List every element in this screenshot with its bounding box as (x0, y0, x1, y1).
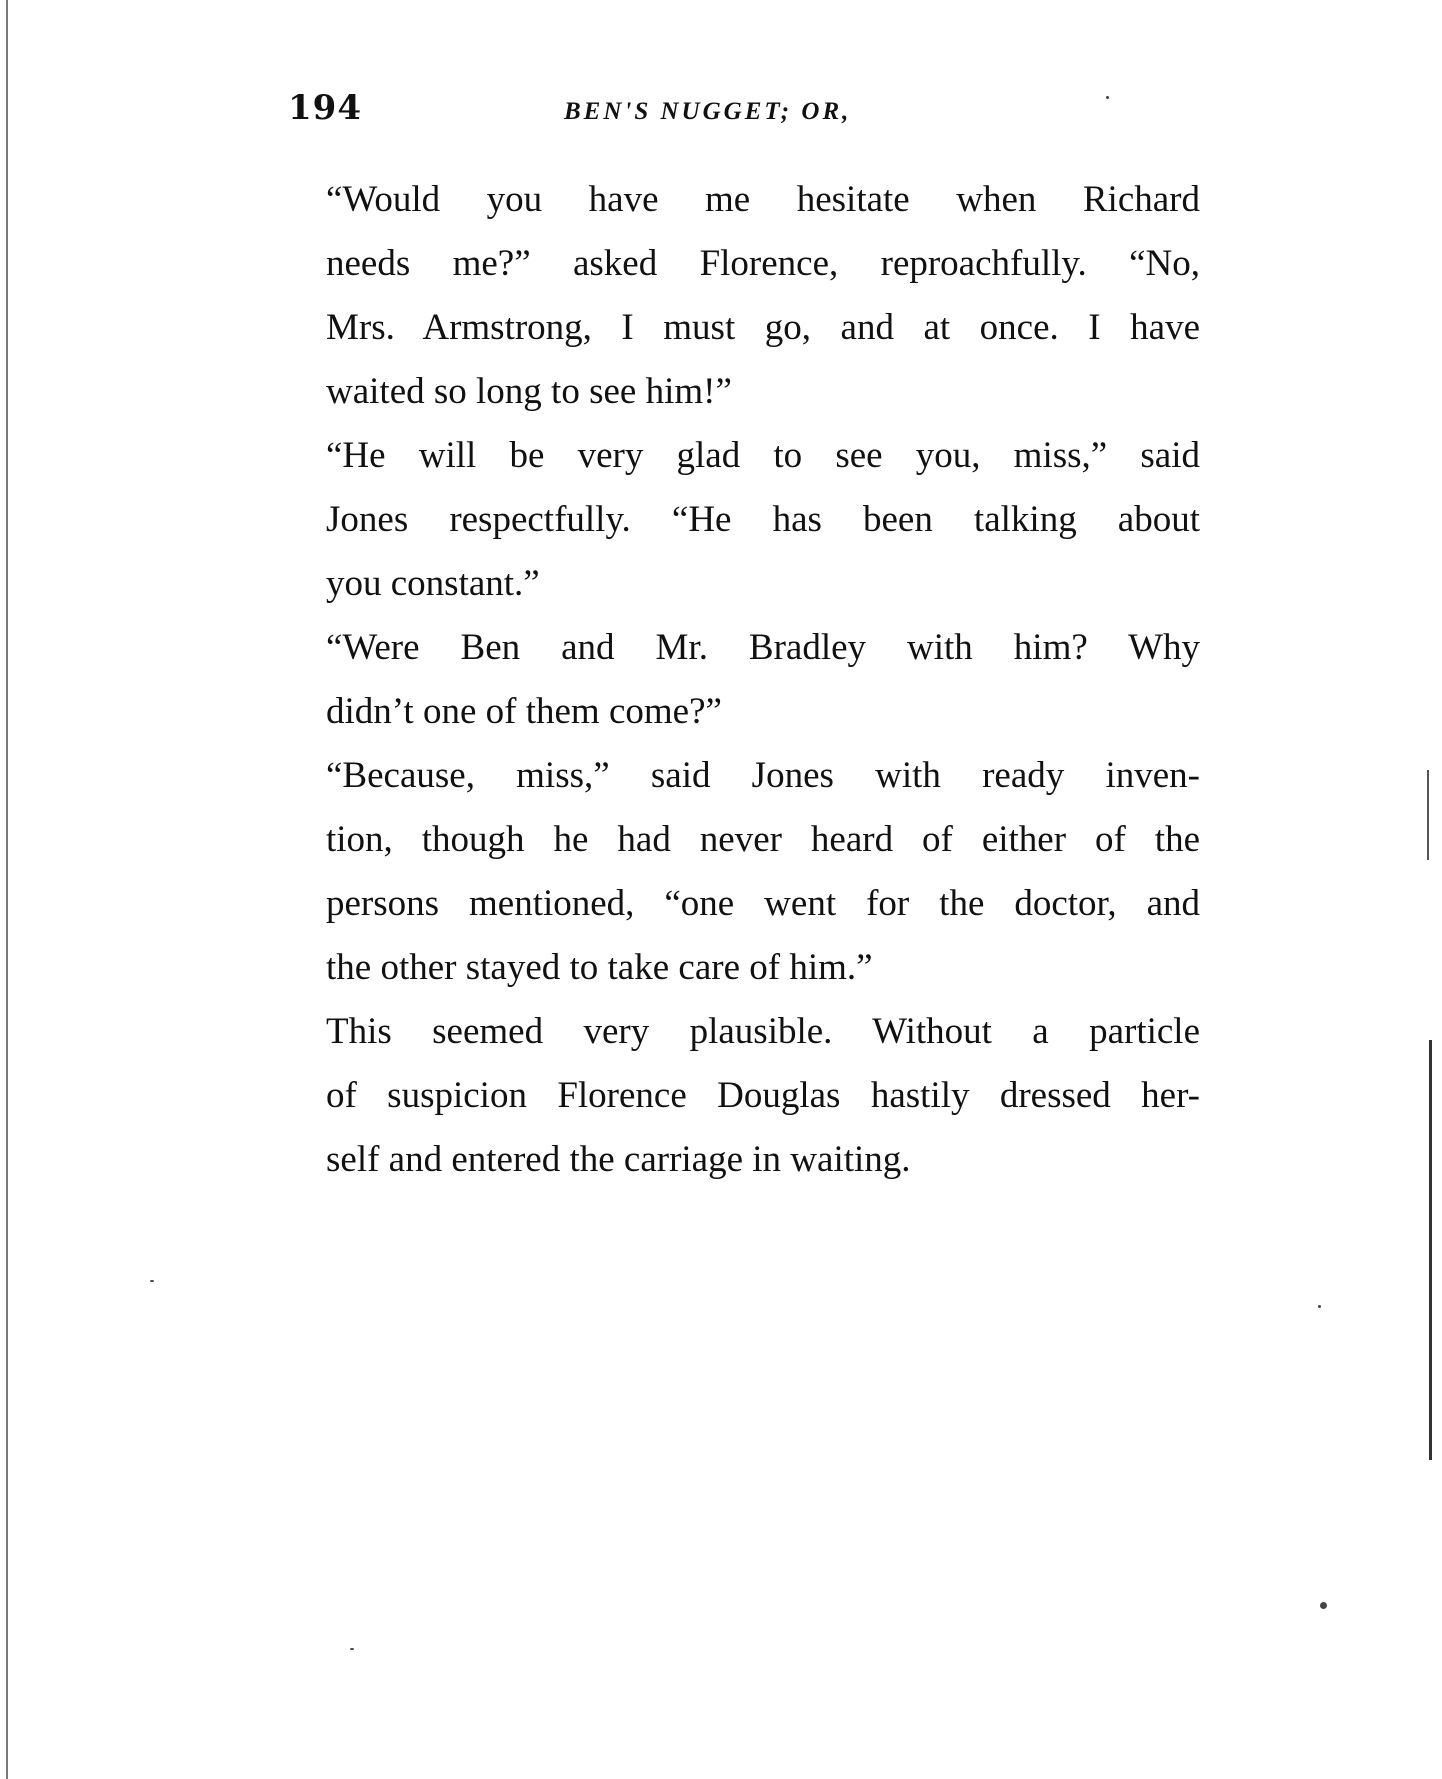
text-line: didn’t one of them come?” (326, 691, 722, 732)
text-line: “He will be very glad to see you, miss,” said (326, 435, 1200, 476)
text-line: waited so long to see him!” (326, 371, 732, 412)
scan-speck (350, 1648, 354, 1650)
text-line: persons mentioned, “one went for the doctor, and (326, 883, 1200, 924)
scan-left-edge (6, 0, 8, 1779)
text-line: This seemed very plausible. Without a particle (326, 1011, 1200, 1052)
body-text (286, 168, 1200, 1192)
paragraph (286, 1000, 1200, 1192)
paragraph (286, 424, 1200, 616)
text-line: Jones respectfully. “He has been talking about (326, 499, 1200, 540)
text-line: you constant.” (326, 563, 540, 604)
scan-speck (150, 1280, 154, 1282)
page-number: 194 (288, 88, 362, 128)
text-line: needs me?” asked Florence, reproachfully. “No, (326, 243, 1200, 284)
paragraph (286, 616, 1200, 744)
paragraph (286, 744, 1200, 1000)
scan-speck (1320, 1602, 1327, 1609)
text-line: tion, though he had never heard of either of the (326, 819, 1200, 860)
page-header (286, 82, 1206, 142)
text-line: Mrs. Armstrong, I must go, and at once. I have (326, 307, 1200, 348)
text-line: “Would you have me hesitate when Richard (326, 179, 1200, 220)
paragraph (286, 168, 1200, 424)
text-line: “Were Ben and Mr. Bradley with him? Why (326, 627, 1200, 668)
text-line: the other stayed to take care of him.” (326, 947, 873, 988)
text-line: of suspicion Florence Douglas hastily dressed her- (326, 1075, 1200, 1116)
text-line: self and entered the carriage in waiting. (326, 1139, 911, 1180)
scan-right-edge-mark (1427, 770, 1429, 860)
text-line: “Because, miss,” said Jones with ready inven- (326, 755, 1200, 796)
scan-right-edge-mark (1429, 1040, 1432, 1460)
scan-speck (1318, 1305, 1321, 1308)
running-title: BEN'S NUGGET; OR, (564, 98, 852, 125)
